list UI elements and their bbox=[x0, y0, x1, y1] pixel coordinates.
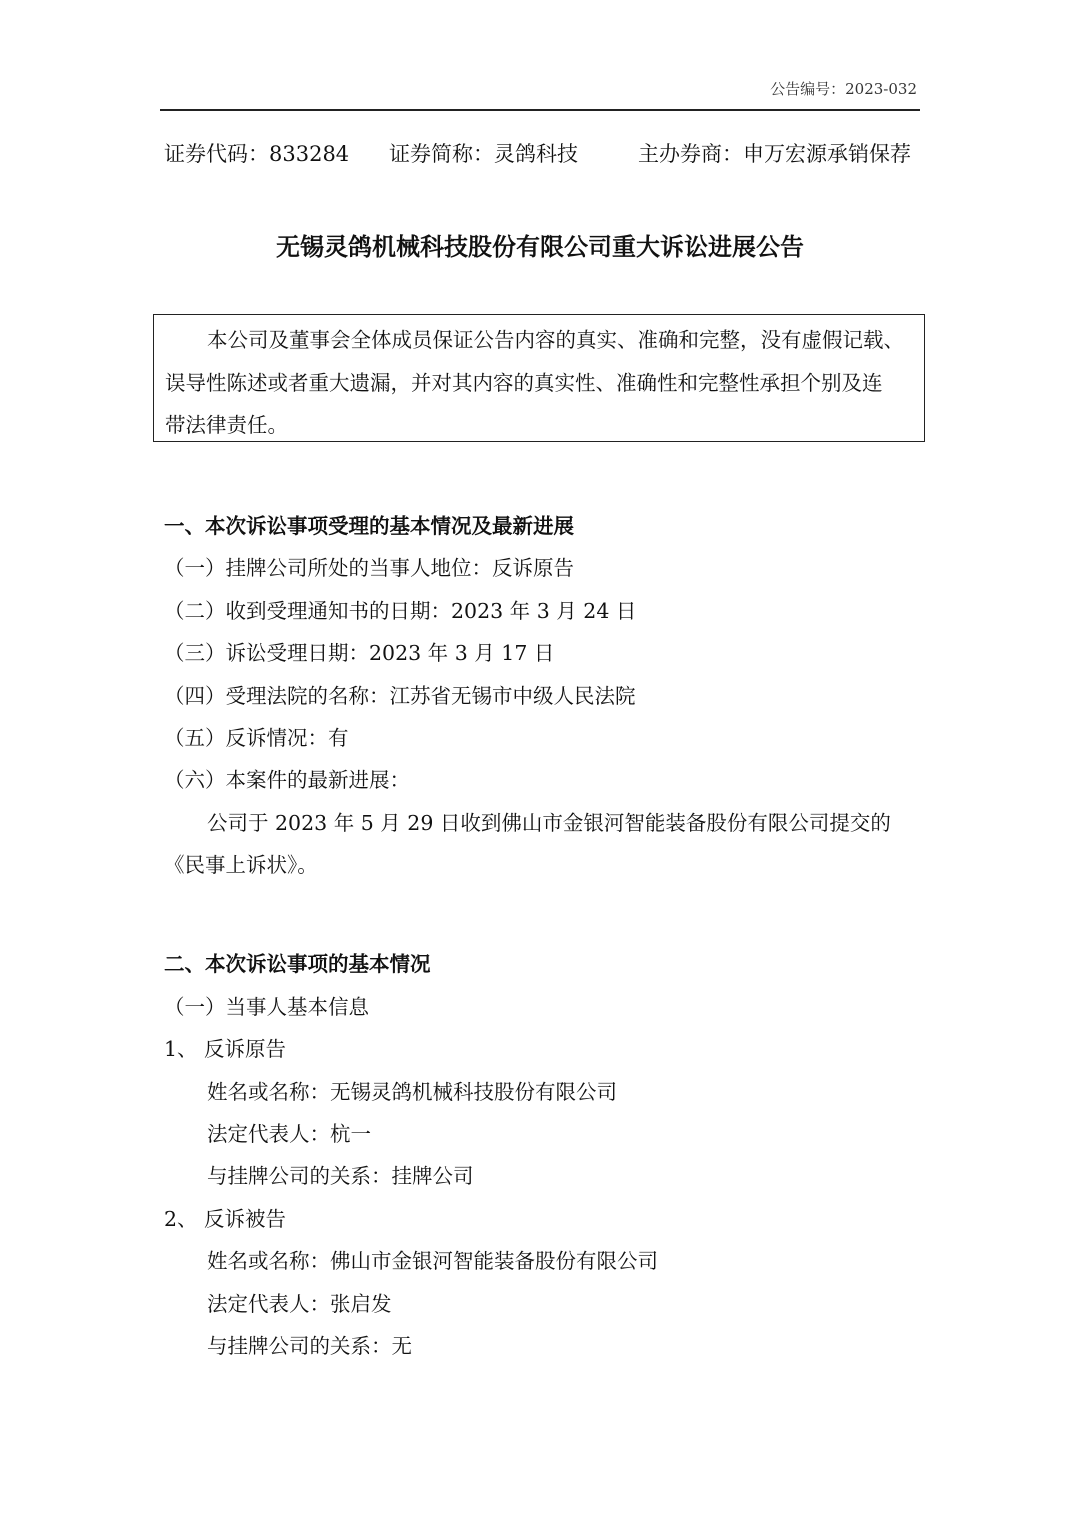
section1-item: （六）本案件的最新进展： bbox=[164, 768, 410, 792]
disclaimer-box bbox=[153, 314, 925, 442]
sponsor-broker: 主办券商：申万宏源承销保荐 bbox=[638, 142, 911, 166]
disclaimer-line: 误导性陈述或者重大遗漏，并对其内容的真实性、准确性和完整性承担个别及连 bbox=[165, 371, 883, 395]
plaintiff-representative: 法定代表人：杭一 bbox=[207, 1122, 371, 1146]
defendant-name: 姓名或名称：佛山市金银河智能装备股份有限公司 bbox=[207, 1249, 658, 1273]
disclaimer-line: 本公司及董事会全体成员保证公告内容的真实、准确和完整，没有虚假记载、 bbox=[207, 328, 904, 352]
plaintiff-name: 姓名或名称：无锡灵鸽机械科技股份有限公司 bbox=[207, 1080, 617, 1104]
section1-item: （五）反诉情况：有 bbox=[164, 726, 349, 750]
section1-item: （四）受理法院的名称：江苏省无锡市中级人民法院 bbox=[164, 684, 636, 708]
document-title: 无锡灵鸽机械科技股份有限公司重大诉讼进展公告 bbox=[276, 232, 804, 261]
plaintiff-relation: 与挂牌公司的关系：挂牌公司 bbox=[207, 1164, 474, 1188]
section2-heading: 二、本次诉讼事项的基本情况 bbox=[164, 952, 431, 976]
defendant-representative: 法定代表人：张启发 bbox=[207, 1292, 392, 1316]
section1-item: （三）诉讼受理日期：2023 年 3 月 17 日 bbox=[164, 641, 555, 665]
section1-item: （一）挂牌公司所处的当事人地位：反诉原告 bbox=[164, 556, 574, 580]
section1-heading: 一、本次诉讼事项受理的基本情况及最新进展 bbox=[164, 514, 574, 538]
announcement-number: 公告编号：2023-032 bbox=[770, 80, 917, 98]
security-short-name: 证券简称：灵鸽科技 bbox=[389, 142, 578, 166]
progress-text: 公司于 2023 年 5 月 29 日收到佛山市金银河智能装备股份有限公司提交的 bbox=[207, 811, 891, 835]
plaintiff-label: 1、 反诉原告 bbox=[164, 1037, 287, 1061]
progress-text: 《民事上诉状》。 bbox=[164, 853, 318, 877]
party-info-heading: （一）当事人基本信息 bbox=[164, 995, 369, 1019]
header-divider bbox=[160, 109, 920, 111]
defendant-relation: 与挂牌公司的关系：无 bbox=[207, 1334, 412, 1358]
disclaimer-line: 带法律责任。 bbox=[165, 413, 288, 437]
security-code: 证券代码：833284 bbox=[164, 142, 350, 166]
defendant-label: 2、 反诉被告 bbox=[164, 1207, 287, 1231]
section1-item: （二）收到受理通知书的日期：2023 年 3 月 24 日 bbox=[164, 599, 637, 623]
